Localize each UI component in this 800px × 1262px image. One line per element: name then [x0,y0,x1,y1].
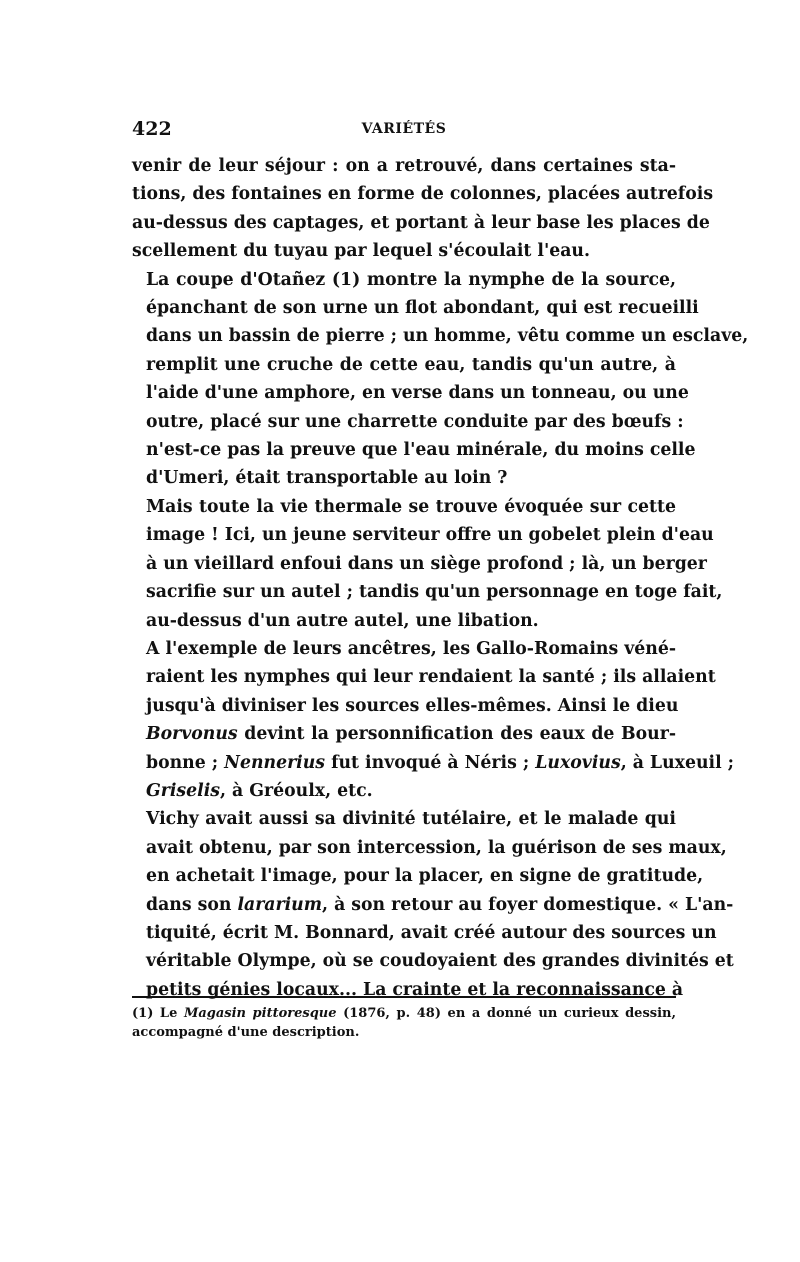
text-line: au-dessus d'un autre autel, une libation. [146,610,539,631]
text-fragment: , à Gréoulx, etc. [220,780,373,801]
text-line: d'Umeri, était transportable au loin ? [146,468,508,489]
page-header [132,118,676,142]
text-line: Mais toute la vie thermale se trouve évoquée sur cette [146,496,676,517]
text-line: raient les nymphes qui leur rendaient la santé ; ils allaient [146,667,716,688]
text-line: La coupe d'Otañez (1) montre la nymphe de la source, [146,269,676,290]
paragraph-1 [132,152,714,266]
text-line: tiquité, écrit M. Bonnard, avait créé autour des sources un [146,922,717,943]
text-line: l'aide d'une amphore, en verse dans un tonneau, ou une [146,383,689,404]
text-fragment: devint la personnification des eaux de Bour- [237,724,676,745]
text-line: au-dessus des captages, et portant à leur base les places de [132,212,710,233]
text-line: n'est-ce pas la preuve que l'eau minérale, du moins celle [146,440,696,461]
publication-title: Magasin pittoresque [183,1006,337,1021]
text-line: petits génies locaux... La crainte et la reconnaissance à [146,979,684,1000]
text-line: A l'exemple de leurs ancêtres, les Gallo-Romains véné- [146,638,676,659]
paragraph-4 [132,635,735,805]
page-number: 422 [132,118,172,140]
text-fragment: , à Luxeuil ; [620,752,735,773]
text-fragment: dans son [146,894,238,915]
text-line: véritable Olympe, où se coudoyaient des grandes divinités et [146,951,734,972]
text-line: outre, placé sur une charrette conduite par des bœufs : [146,411,684,432]
deity-name-griselis: Griselis [146,780,221,801]
footnote-line: accompagné d'une description. [132,1025,360,1040]
text-line: remplit une cruche de cette eau, tandis qu'un autre, à [146,354,676,375]
text-line: en achetait l'image, pour la placer, en signe de gratitude, [146,866,704,887]
text-line: Vichy avait aussi sa divinité tutélaire, et le malade qui [146,809,676,830]
text-line [132,777,676,805]
text-line: venir de leur séjour : on a retrouvé, dans certaines sta- [132,156,676,176]
paragraph-5 [132,805,734,1004]
text-line: à un vieillard enfoui dans un siège profond ; là, un berger [146,553,707,574]
deity-name-borvonus: Borvonus [146,724,238,745]
footnote-marker: (1) Le [132,1006,184,1021]
text-line: jusqu'à diviniser les sources elles-mêmes. Ainsi le dieu [146,695,679,716]
text-line: tions, des fontaines en forme de colonnes, placées autrefois [132,184,714,205]
text-line [132,720,676,748]
text-line [132,749,735,777]
deity-name-luxovius: Luxovius [535,752,621,773]
text-line [132,891,734,919]
text-line: scellement du tuyau par lequel s'écoulait l'eau. [132,241,591,262]
lararium-term: lararium [237,894,323,915]
text-fragment: (1876, p. 48) en a donné un curieux dessin, [336,1006,676,1021]
paragraph-3 [132,493,723,635]
text-line: dans un bassin de pierre ; un homme, vêtu comme un esclave, [146,326,749,347]
running-title: VARIÉTÉS [361,121,447,137]
footnote-line [132,1004,676,1023]
text-fragment: bonne ; [146,752,225,773]
footnote [132,1004,676,1042]
paragraph-2 [132,266,749,493]
body-text [132,152,749,1004]
text-fragment: fut invoqué à Néris ; [325,752,536,773]
text-line: épanchant de son urne un flot abondant, qui est recueilli [146,298,699,319]
text-fragment: , à son retour au foyer domestique. « L'an- [322,894,734,915]
deity-name-nennerius: Nennerius [224,752,326,773]
text-line: image ! Ici, un jeune serviteur offre un gobelet plein d'eau [146,525,714,546]
footnote-separator [132,996,676,998]
text-line: sacrifie sur un autel ; tandis qu'un personnage en toge fait, [146,582,723,603]
text-line: avait obtenu, par son intercession, la guérison de ses maux, [146,837,727,858]
